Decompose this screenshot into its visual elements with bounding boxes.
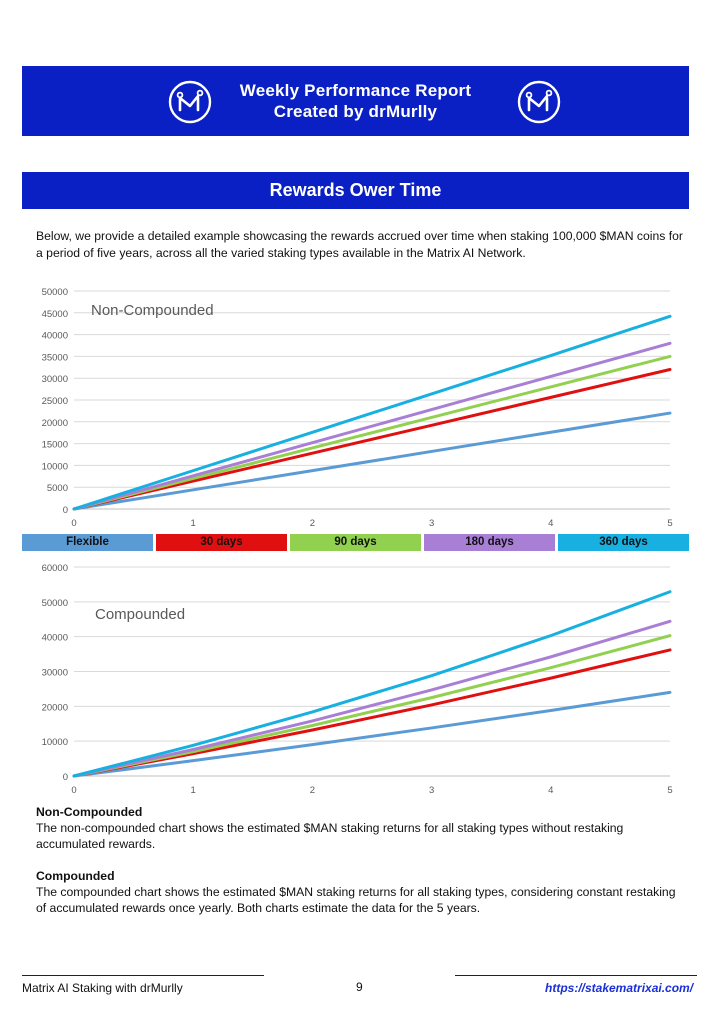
- legend-item-360-days: 360 days: [558, 534, 689, 551]
- y-tick-label: 10000: [41, 737, 68, 749]
- x-tick-label: 2: [309, 518, 316, 529]
- x-tick-label: 0: [71, 785, 77, 796]
- y-tick-label: 50000: [41, 287, 68, 298]
- chart-title: Non-Compounded: [91, 302, 214, 319]
- series-line-30-days: [74, 369, 670, 509]
- y-tick-label: 0: [62, 505, 68, 516]
- legend-item-flexible: Flexible: [22, 534, 153, 551]
- y-tick-label: 20000: [41, 702, 68, 714]
- x-tick-label: 5: [667, 785, 673, 796]
- y-tick-label: 50000: [41, 597, 68, 609]
- matrix-logo-icon: [517, 80, 561, 124]
- y-tick-label: 30000: [41, 374, 68, 386]
- compounded-description: The compounded chart shows the estimated $MAN staking returns for all staking types, considering constant restaking of accumulated rewards once yearly. Both charts estimate the data for the 5 years.: [36, 885, 676, 915]
- y-tick-label: 10000: [41, 461, 68, 473]
- header-title-line2: Created by drMurlly: [273, 102, 438, 121]
- x-tick-label: 0: [71, 518, 77, 529]
- x-tick-label: 1: [190, 785, 196, 796]
- y-tick-label: 0: [62, 772, 68, 783]
- x-tick-label: 5: [667, 518, 673, 529]
- y-tick-label: 15000: [41, 439, 68, 451]
- chart-title: Compounded: [95, 606, 186, 623]
- report-header: [22, 66, 689, 136]
- compounded-heading: Compounded: [36, 869, 115, 883]
- footer-divider-left: [22, 975, 264, 976]
- noncompounded-description: The non-compounded chart shows the estimated $MAN staking returns for all staking types without restaking accumulated rewards.: [36, 821, 624, 851]
- y-tick-label: 35000: [41, 352, 68, 364]
- x-tick-label: 3: [428, 518, 435, 529]
- y-tick-label: 5000: [46, 483, 68, 495]
- x-tick-label: 4: [548, 518, 554, 529]
- x-tick-label: 2: [309, 785, 316, 796]
- footer-title: Matrix AI Staking with drMurlly: [22, 981, 183, 995]
- y-tick-label: 30000: [41, 667, 68, 679]
- legend-item-90-days: 90 days: [290, 534, 421, 551]
- series-line-360-days: [74, 316, 670, 509]
- y-tick-label: 20000: [41, 417, 68, 429]
- y-tick-label: 40000: [41, 632, 68, 644]
- y-tick-label: 40000: [41, 330, 68, 342]
- noncompounded-heading: Non-Compounded: [36, 805, 143, 819]
- legend-item-180-days: 180 days: [424, 534, 555, 551]
- y-tick-label: 60000: [41, 563, 68, 574]
- section-title: Rewards Ower Time: [22, 172, 689, 209]
- y-tick-label: 45000: [41, 308, 68, 320]
- series-line-90-days: [74, 356, 670, 509]
- header-title-line1: Weekly Performance Report: [239, 81, 472, 100]
- intro-text: Below, we provide a detailed example showcasing the rewards accrued over time when staking 100,000 $MAN coins for a period of five years, across all the varied staking types available in the Matrix AI Network.: [36, 229, 683, 260]
- chart-notes: [36, 804, 686, 916]
- y-tick-label: 25000: [41, 396, 68, 407]
- x-tick-label: 1: [190, 518, 196, 529]
- legend-item-30-days: 30 days: [156, 534, 287, 551]
- compounded-chart: [30, 558, 700, 800]
- non-compounded-chart: [30, 282, 700, 530]
- x-tick-label: 3: [428, 785, 435, 796]
- x-tick-label: 4: [548, 785, 554, 796]
- footer-link[interactable]: https://stakematrixai.com/: [545, 981, 694, 995]
- header-title: [22, 80, 689, 122]
- chart-legend: [22, 534, 689, 551]
- page-number: 9: [356, 980, 363, 994]
- footer-divider-right: [455, 975, 697, 976]
